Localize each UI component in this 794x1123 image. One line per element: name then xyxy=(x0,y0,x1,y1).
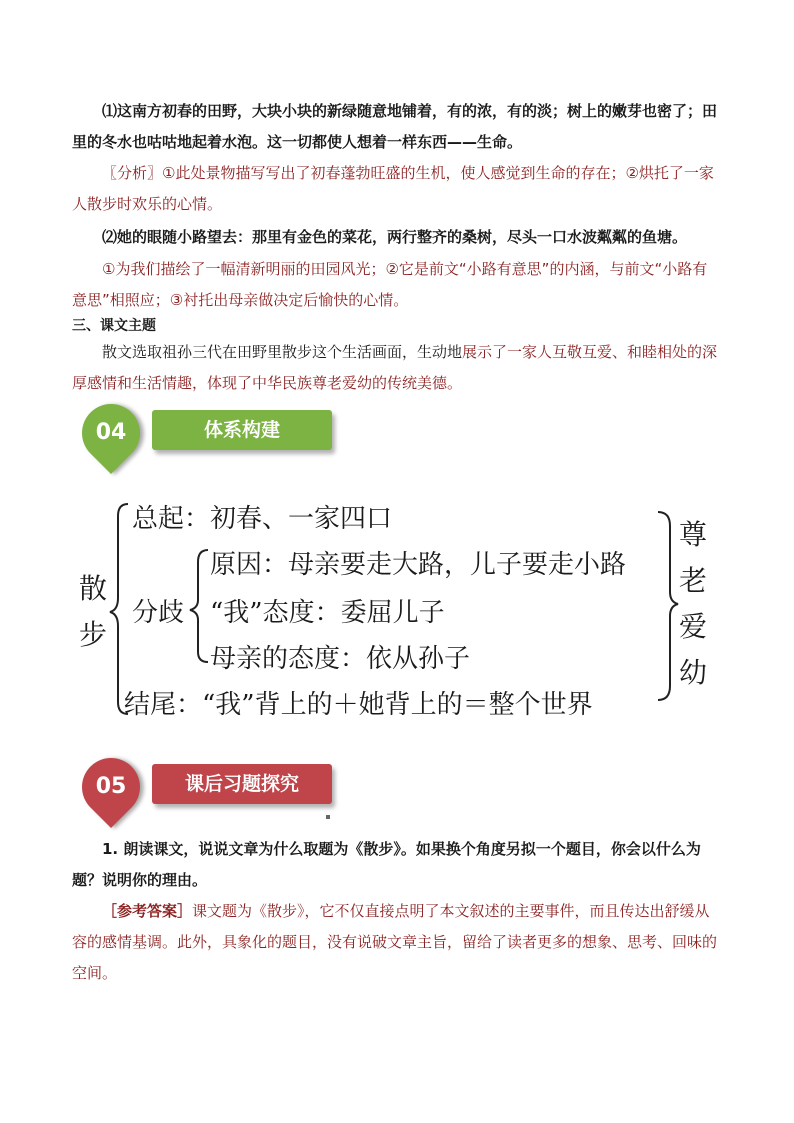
sentence-number-2: ⑵ xyxy=(102,228,118,246)
exercise-answer xyxy=(72,896,722,989)
outline-start: 总起：初春、一家四口 xyxy=(132,504,393,534)
section-number: 05 xyxy=(95,774,127,799)
theme-text-highlight: 展示了一家人互敬互爱、和睦相处的深厚感情和生活情趣，体现了中华民族尊老爱幼的传统美德。 xyxy=(72,343,718,392)
outline-summary: 尊 老 爱 幼 xyxy=(678,518,707,689)
original-text-2 xyxy=(72,222,722,253)
outline-reason: 原因：母亲要走大路，儿子要走小路 xyxy=(210,550,627,580)
cursor-mark xyxy=(326,815,330,819)
structure-outline xyxy=(74,490,724,730)
answer-label: ［参考答案］ xyxy=(102,902,193,920)
exercise-question: 1. 朗读课文，说说文章为什么取题为《散步》。如果换个角度另拟一个题目，你会以什么为题？说明你的理由。 xyxy=(72,840,701,889)
outline-branch: 分歧 xyxy=(132,598,185,628)
theme-text xyxy=(72,337,722,399)
original-text-1 xyxy=(72,96,722,158)
outline-root: 散 步 xyxy=(78,572,107,651)
section-number: 04 xyxy=(95,420,127,445)
outline-mother-attitude: 母亲的态度：依从孙子 xyxy=(210,644,471,674)
answer-text: 课文题为《散步》，它不仅直接点明了本文叙述的主要事件，而且传达出舒缓从容的感情基调。此外，具象化的题目，没有说破文章主旨，留给了读者更多的想象、思考、回味的空间。 xyxy=(72,902,718,982)
section-badge-04 xyxy=(82,404,342,464)
outline-my-attitude: “我”态度：委屈儿子 xyxy=(210,598,445,628)
theme-text-plain: 散文选取祖孙三代在田野里散步这个生活画面，生动地 xyxy=(102,343,463,361)
analysis-1 xyxy=(72,158,722,220)
section-title-bar xyxy=(152,410,332,450)
outline-ending: 结尾：“我”背上的＋她背上的＝整个世界 xyxy=(124,690,593,720)
analysis-label: 〖分析〗 xyxy=(102,164,163,182)
section-title: 课后习题探究 xyxy=(184,773,299,795)
inner-brace-icon xyxy=(190,550,208,662)
analysis-1-body: ①此处景物描写写出了初春蓬勃旺盛的生机，使人感觉到生命的存在；②烘托了一家人散步时欢乐的心情。 xyxy=(72,164,714,213)
sentence-number-1: ⑴ xyxy=(102,102,118,120)
left-brace-icon xyxy=(110,504,128,714)
original-text-1-body: 这南方初春的田野，大块小块的新绿随意地铺着，有的浓，有的淡；树上的嫩芽也密了；田里的冬水也咕咕地起着水泡。这一切都使人想着一样东西——生命。 xyxy=(72,102,718,151)
section-heading-theme: 三、课文主题 xyxy=(72,318,156,334)
right-brace-icon xyxy=(658,512,678,700)
section-title-bar xyxy=(152,764,332,804)
analysis-2: ①为我们描绘了一幅清新明丽的田园风光；②它是前文“小路有意思”的内涵，与前文“小路有意思”相照应；③衬托出母亲做决定后愉快的心情。 xyxy=(72,260,708,309)
section-title: 体系构建 xyxy=(203,419,280,441)
section-badge-05 xyxy=(82,758,342,818)
original-text-2-body: 她的眼随小路望去：那里有金色的菜花，两行整齐的桑树，尽头一口水波粼粼的鱼塘。 xyxy=(117,228,688,246)
